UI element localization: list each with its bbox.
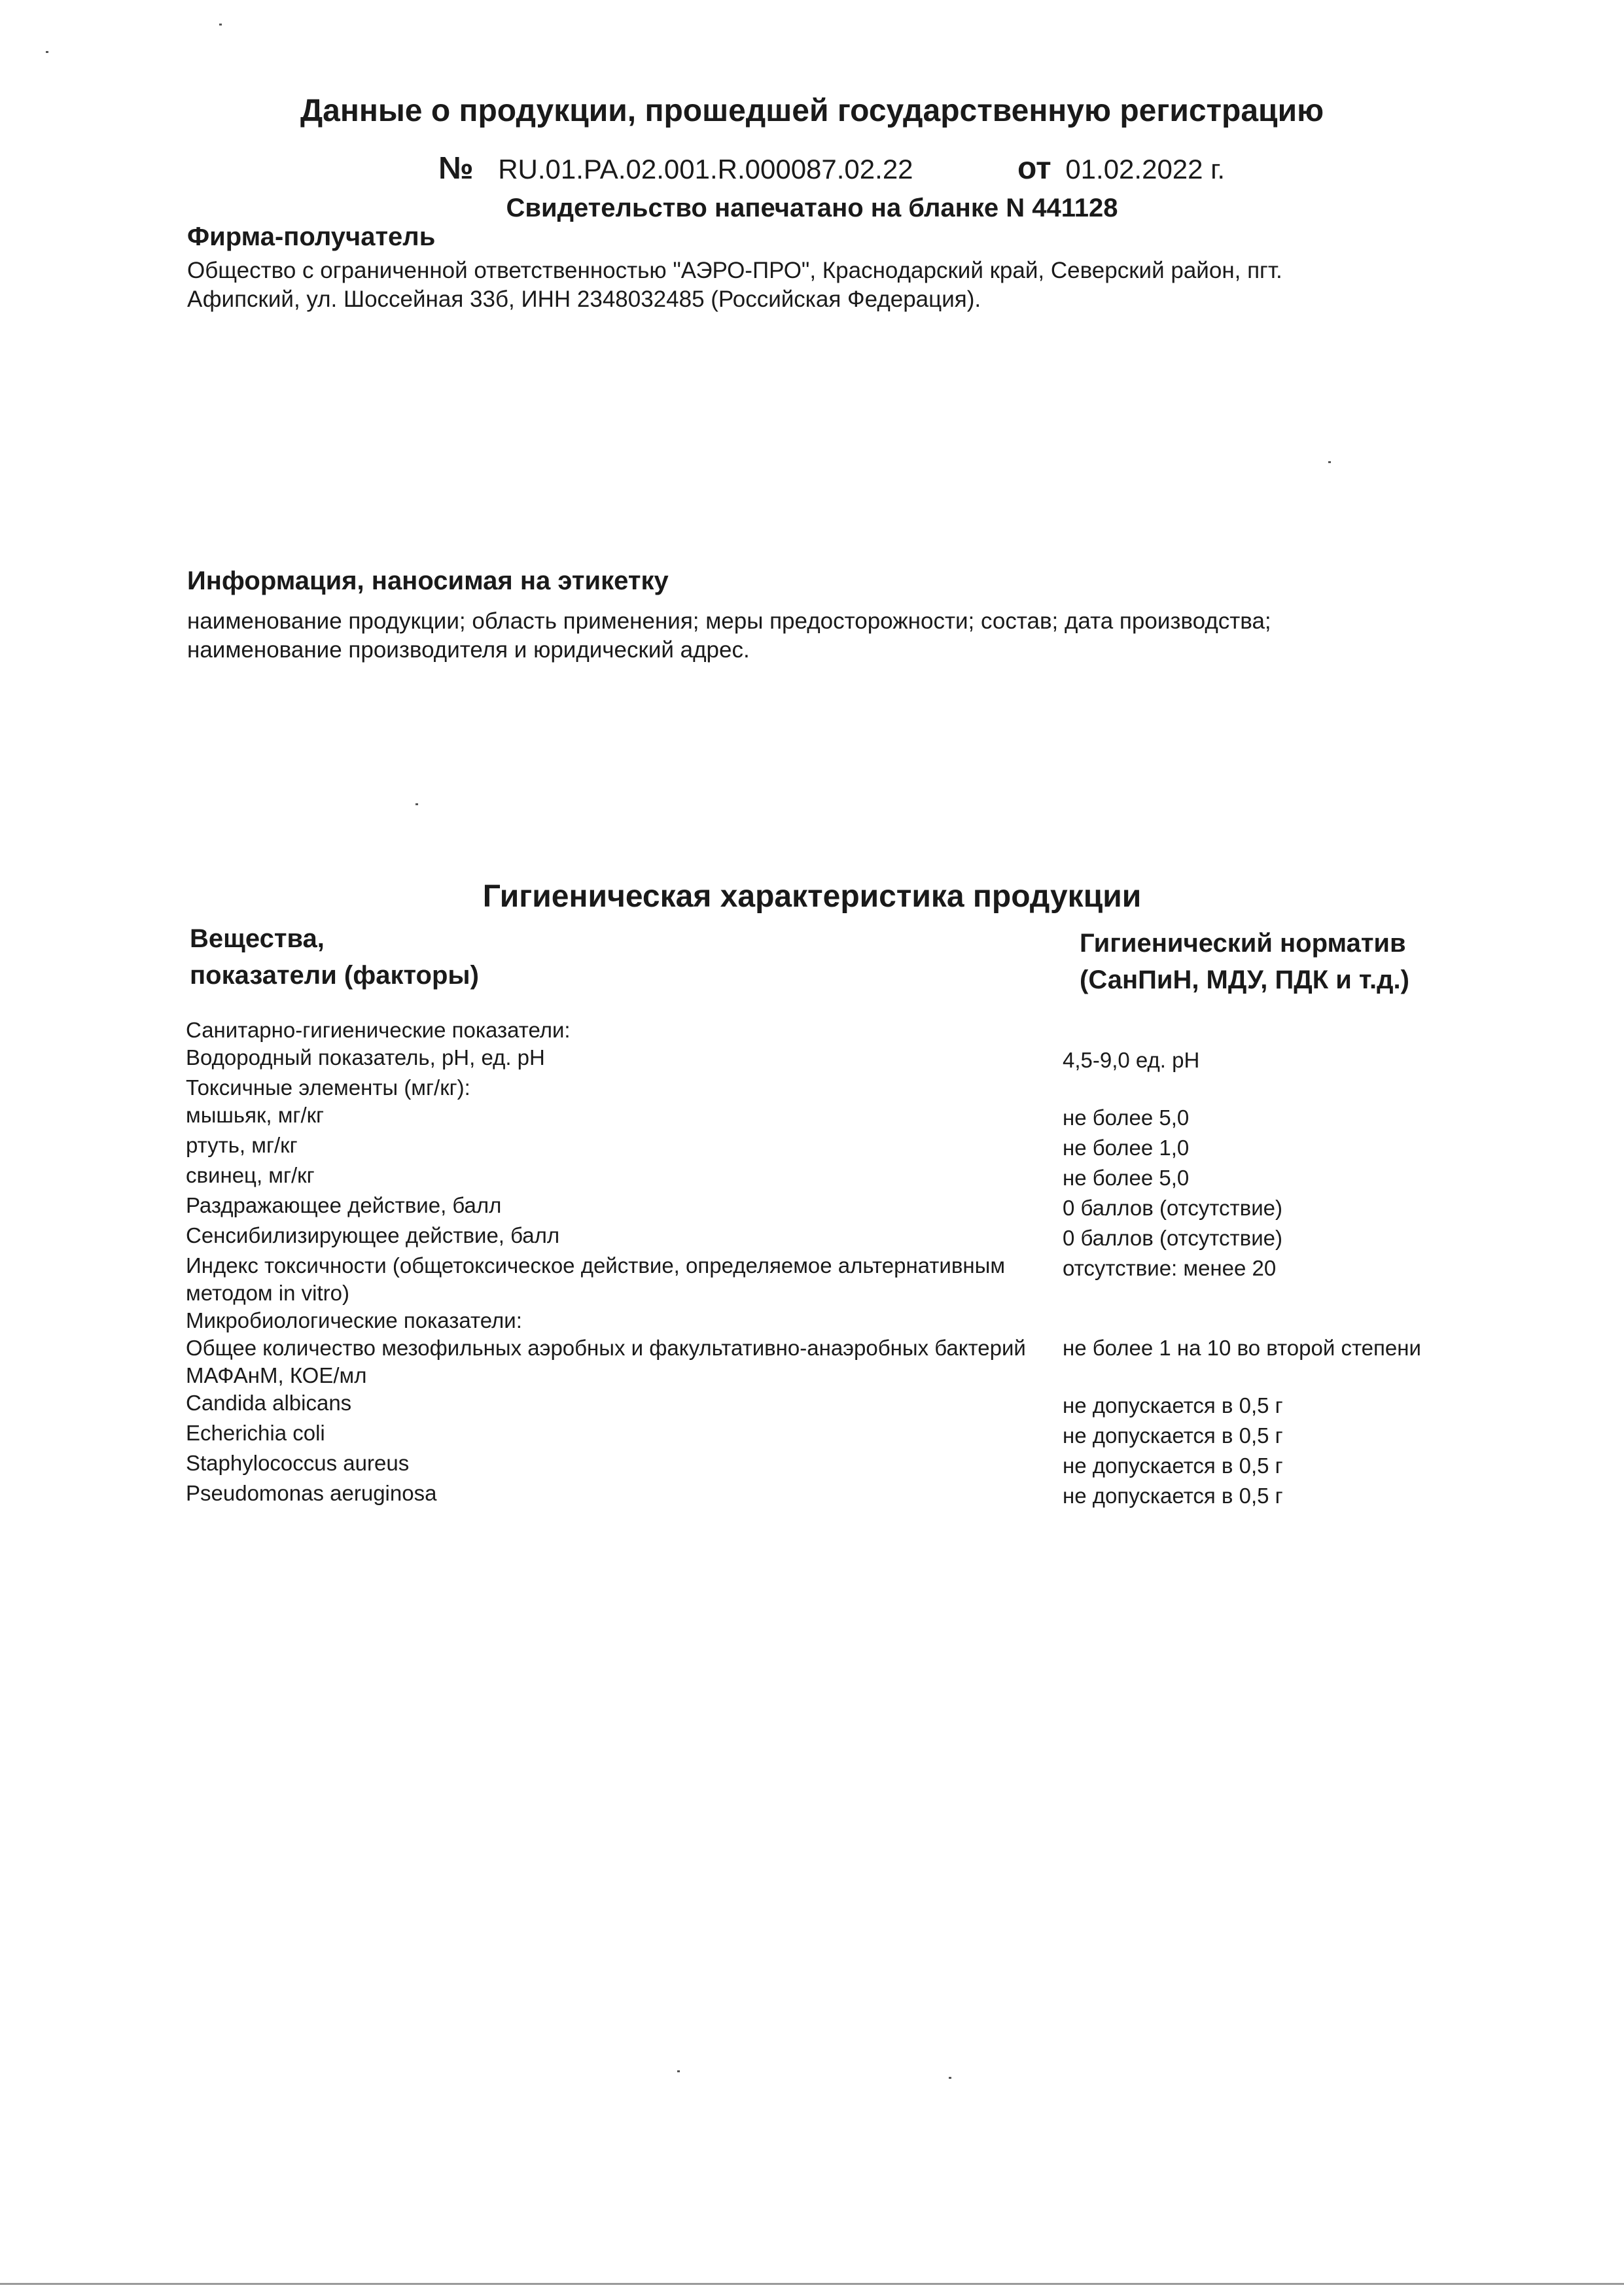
indicator-norm: отсутствие: менее 20 [1063, 1256, 1277, 1280]
recipient-heading: Фирма-получатель [187, 222, 436, 251]
date-label: от [1017, 151, 1051, 186]
indicator-norm [1063, 1017, 1462, 1044]
column-header-substances-line-1: Вещества, [190, 924, 325, 953]
page-bottom-edge [0, 2283, 1624, 2285]
recipient-line-2: Афипский, ул. Шоссейная 33б, ИНН 2348032485 (Российская Федерация). [187, 287, 981, 312]
indicator-norm: не допускается в 0,5 г [1063, 1423, 1283, 1448]
indicator-norm: не более 5,0 [1063, 1105, 1190, 1130]
table-row [186, 1307, 1462, 1334]
column-header-norm-line-1: Гигиенический норматив [1080, 929, 1406, 958]
indicator-norm: не допускается в 0,5 г [1063, 1453, 1283, 1478]
scan-speck [415, 803, 418, 805]
scan-speck [46, 51, 48, 53]
hygiene-title: Гигиеническая характеристика продукции [482, 879, 1142, 914]
table-row [186, 1480, 1462, 1510]
printed-note: Свидетельство напечатано на бланке N 441128 [506, 194, 1118, 222]
table-row [186, 1074, 1462, 1102]
indicator-norm: 0 баллов (отсутствие) [1063, 1226, 1282, 1250]
indicator-name: ртуть, мг/кг [186, 1133, 298, 1157]
indicator-name: Микробиологические показатели: [186, 1308, 522, 1332]
indicator-name: мышьяк, мг/кг [186, 1103, 325, 1127]
indicator-name: Staphylococcus aureus [186, 1451, 410, 1475]
scan-speck [949, 2077, 951, 2079]
indicator-name: Candida albicans [186, 1391, 352, 1415]
indicator-norm: 4,5-9,0 ед. pH [1063, 1048, 1200, 1072]
scan-speck [677, 2070, 680, 2072]
indicator-name: Сенсибилизирующее действие, балл [186, 1223, 560, 1247]
indicator-name: Токсичные элементы (мг/кг): [186, 1075, 470, 1100]
indicator-name: Pseudomonas aeruginosa [186, 1481, 437, 1505]
table-row [186, 1389, 1462, 1419]
column-header-norm [1080, 925, 1409, 998]
table-row [186, 1450, 1462, 1480]
column-header-substances-line-2: показатели (факторы) [190, 961, 479, 990]
table-row [186, 1222, 1462, 1252]
indicator-norm [1063, 1307, 1462, 1334]
table-row [186, 1017, 1462, 1044]
registration-number: RU.01.PA.02.001.R.000087.02.22 [498, 154, 913, 184]
indicator-norm: не более 1 на 10 во второй степени [1063, 1336, 1421, 1360]
table-row [186, 1334, 1462, 1389]
table-row [186, 1102, 1462, 1132]
registration-date-row [1017, 150, 1225, 186]
registration-date: 01.02.2022 г. [1065, 154, 1226, 184]
indicator-norm: 0 баллов (отсутствие) [1063, 1196, 1282, 1220]
indicator-norm [1063, 1074, 1462, 1102]
column-header-norm-line-2: (СанПиН, МДУ, ПДК и т.д.) [1080, 965, 1409, 994]
table-row [186, 1252, 1462, 1307]
indicator-norm: не допускается в 0,5 г [1063, 1484, 1283, 1508]
table-row [186, 1419, 1462, 1450]
indicator-name: Общее количество мезофильных аэробных и факультативно-анаэробных бактерий МАФАнМ, КОЕ/мл [186, 1336, 1026, 1387]
table-row [186, 1044, 1462, 1074]
label-info-line-2: наименование производителя и юридический адрес. [187, 637, 750, 663]
label-info-line-1: наименование продукции; область применения; меры предосторожности; состав; дата производства; [187, 608, 1271, 634]
indicator-name: Водородный показатель, pH, ед. pH [186, 1045, 545, 1070]
number-label: № [438, 151, 474, 186]
table-row [186, 1192, 1462, 1222]
indicator-norm: не более 5,0 [1063, 1166, 1190, 1190]
column-header-substances [190, 920, 479, 994]
indicator-norm: не более 1,0 [1063, 1136, 1190, 1160]
document-title: Данные о продукции, прошедшей государственную регистрацию [300, 94, 1324, 128]
recipient-line-1: Общество с ограниченной ответственностью "АЭРО-ПРО", Краснодарский край, Северский район, пгт. [187, 258, 1282, 283]
indicator-name: Санитарно-гигиенические показатели: [186, 1018, 571, 1042]
hygiene-table [186, 1017, 1462, 1510]
scan-speck [219, 24, 222, 26]
registration-number-row [438, 150, 913, 186]
indicator-norm: не допускается в 0,5 г [1063, 1393, 1283, 1418]
indicator-name: Индекс токсичности (общетоксическое действие, определяемое альтернативным методом in vitro) [186, 1253, 1006, 1305]
scan-speck [1328, 461, 1331, 463]
indicator-name: Echerichia coli [186, 1421, 325, 1445]
table-row [186, 1162, 1462, 1192]
table-row [186, 1132, 1462, 1162]
indicator-name: Раздражающее действие, балл [186, 1193, 502, 1217]
indicator-name: свинец, мг/кг [186, 1163, 315, 1187]
label-info-heading: Информация, наносимая на этикетку [187, 566, 669, 595]
